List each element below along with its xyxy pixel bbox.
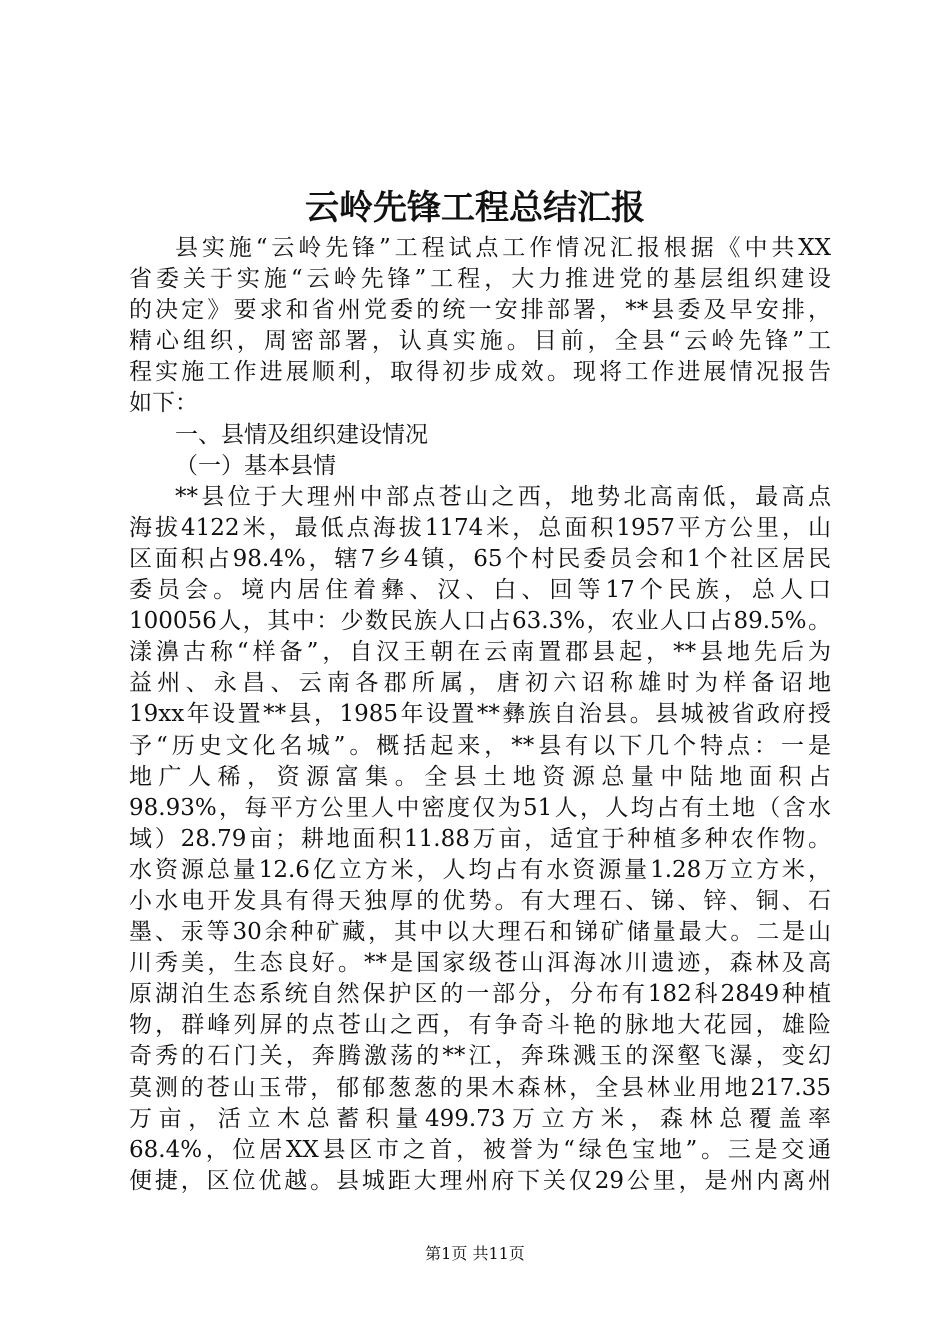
body-line: 物，群峰列屏的点苍山之西，有争奇斗艳的脉地大花园，雄险	[129, 1012, 831, 1039]
body-line: 省委关于实施“云岭先锋”工程，大力推进党的基层组织建设	[129, 266, 831, 293]
document-body	[129, 233, 831, 1197]
body-line: 原湖泊生态系统自然保护区的一部分，分布有182科2849种植	[129, 981, 831, 1008]
body-line: 便捷，区位优越。县城距大理州府下关仅29公里，是州内离州	[129, 1167, 831, 1194]
body-line: 的决定》要求和省州党委的统一安排部署，**县委及早安排，	[129, 297, 831, 324]
body-line: 19xx年设置**县，1985年设置**彝族自治县。县城被省政府授	[129, 701, 831, 728]
body-line: 水资源总量12.6亿立方米，人均占有水资源量1.28万立方米，	[129, 856, 831, 883]
body-line: 委员会。境内居住着彝、汉、白、回等17个民族，总人口	[129, 577, 831, 604]
body-line: 莫测的苍山玉带，郁郁葱葱的果木森林，全县林业用地217.35	[129, 1074, 831, 1101]
body-line: 程实施工作进展顺利，取得初步成效。现将工作进展情况报告	[129, 359, 831, 386]
body-line: 98.93%，每平方公里人中密度仅为51人，人均占有土地（含水	[129, 794, 831, 821]
body-line: 如下：	[129, 390, 198, 417]
body-line: 县实施“云岭先锋”工程试点工作情况汇报根据《中共XX	[175, 235, 831, 261]
body-line: 万亩，活立木总蓄积量499.73万立方米，森林总覆盖率	[129, 1105, 831, 1132]
body-line: 漾濞古称“样备”，自汉王朝在云南置郡县起，**县地先后为	[129, 639, 831, 666]
body-line: 68.4%，位居XX县区市之首，被誉为“绿色宝地”。三是交通	[129, 1136, 831, 1163]
subsection-heading: （一）基本县情	[175, 452, 336, 479]
body-line: 川秀美，生态良好。**是国家级苍山洱海冰川遗迹，森林及高	[129, 950, 831, 977]
body-line: 海拔4122米，最低点海拔1174米，总面积1957平方公里，山	[129, 514, 831, 541]
document-title: 云岭先锋工程总结汇报	[305, 188, 645, 228]
body-line: 奇秀的石门关，奔腾激荡的**江，奔珠溅玉的深壑飞瀑，变幻	[129, 1043, 831, 1070]
body-line: 精心组织，周密部署，认真实施。目前，全县“云岭先锋”工	[129, 328, 831, 355]
body-line: 100056人，其中：少数民族人口占63.3%，农业人口占89.5%。	[129, 608, 831, 635]
body-line: 区面积占98.4%，辖7乡4镇，65个村民委员会和1个社区居民	[129, 545, 831, 572]
body-line: 域）28.79亩；耕地面积11.88万亩，适宜于种植多种农作物。	[129, 825, 831, 852]
page-footer: 第1页 共11页	[425, 1244, 525, 1263]
body-line: 地广人稀，资源富集。全县土地资源总量中陆地面积占	[129, 763, 831, 790]
section-heading: 一、县情及组织建设情况	[175, 421, 428, 448]
body-line: 益州、永昌、云南各郡所属，唐初六诏称雄时为样备诏地	[129, 670, 831, 697]
body-line: 予“历史文化名城”。概括起来，**县有以下几个特点：一是	[129, 732, 831, 759]
body-line: **县位于大理州中部点苍山之西，地势北高南低，最高点	[175, 483, 831, 510]
body-line: 墨、汞等30余种矿藏，其中以大理石和锑矿储量最大。二是山	[129, 919, 831, 946]
body-line: 小水电开发具有得天独厚的优势。有大理石、锑、锌、铜、石	[129, 887, 831, 914]
